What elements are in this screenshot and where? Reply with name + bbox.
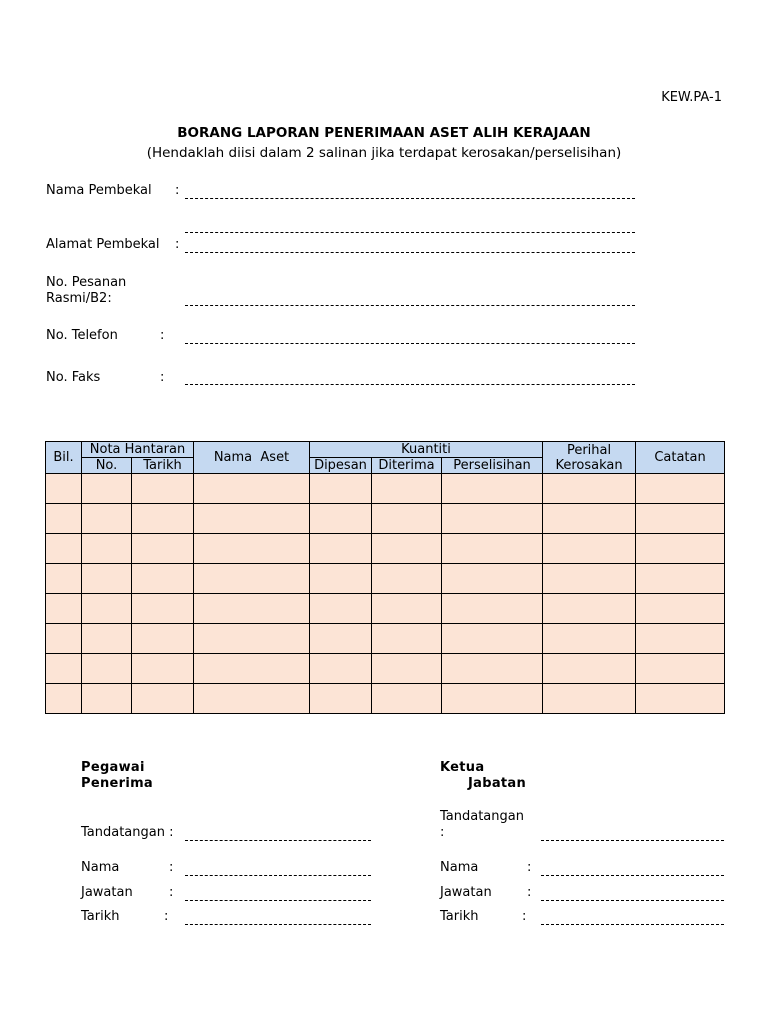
nama-pembekal-label: Nama Pembekal	[46, 183, 152, 198]
pegawai-penerima-heading	[81, 760, 153, 792]
table-cell[interactable]	[442, 684, 543, 714]
table-cell[interactable]	[132, 564, 194, 594]
left-nama-line[interactable]	[185, 875, 371, 876]
right-tarikh-label: Tarikh	[440, 909, 479, 924]
no-faks-line[interactable]	[185, 384, 635, 385]
table-cell[interactable]	[46, 684, 82, 714]
table-cell[interactable]	[82, 654, 132, 684]
table-cell[interactable]	[636, 564, 725, 594]
table-cell[interactable]	[543, 534, 636, 564]
table-cell[interactable]	[132, 504, 194, 534]
table-cell[interactable]	[194, 594, 310, 624]
table-row	[46, 624, 725, 654]
nama-pembekal-line-2[interactable]	[185, 232, 635, 233]
table-cell[interactable]	[442, 504, 543, 534]
table-cell[interactable]	[442, 564, 543, 594]
table-cell[interactable]	[372, 474, 442, 504]
table-cell[interactable]	[132, 624, 194, 654]
table-cell[interactable]	[194, 504, 310, 534]
table-cell[interactable]	[442, 654, 543, 684]
left-jawatan-line[interactable]	[185, 900, 371, 901]
ketua-heading-line-2: Jabatan	[468, 776, 527, 791]
ketua-heading-line-1: Ketua	[440, 760, 485, 775]
table-cell[interactable]	[543, 474, 636, 504]
no-telefon-label: No. Telefon	[46, 328, 118, 343]
header-perihal-line-2: Kerosakan	[555, 457, 623, 473]
right-nama-label: Nama	[440, 860, 479, 875]
header-kuantiti: Kuantiti	[310, 442, 543, 458]
right-jawatan-line[interactable]	[541, 900, 724, 901]
table-cell[interactable]	[442, 474, 543, 504]
no-faks-colon: :	[160, 370, 165, 385]
table-cell[interactable]	[82, 504, 132, 534]
right-jawatan-label: Jawatan	[440, 885, 492, 900]
right-tandatangan-label: Tandatangan	[440, 809, 524, 824]
form-title: BORANG LAPORAN PENERIMAAN ASET ALIH KERAJAAN	[177, 125, 591, 141]
table-cell[interactable]	[636, 684, 725, 714]
table-cell[interactable]	[82, 594, 132, 624]
table-cell[interactable]	[372, 504, 442, 534]
table-cell[interactable]	[82, 564, 132, 594]
table-cell[interactable]	[194, 534, 310, 564]
no-telefon-colon: :	[160, 328, 165, 343]
header-no: No.	[82, 458, 132, 474]
table-cell[interactable]	[310, 594, 372, 624]
table-row	[46, 654, 725, 684]
table-cell[interactable]	[194, 474, 310, 504]
table-cell[interactable]	[636, 654, 725, 684]
table-cell[interactable]	[543, 624, 636, 654]
table-cell[interactable]	[543, 564, 636, 594]
table-cell[interactable]	[194, 624, 310, 654]
left-nama-label: Nama	[81, 860, 120, 875]
table-cell[interactable]	[46, 534, 82, 564]
table-cell[interactable]	[46, 474, 82, 504]
right-tandatangan-colon: :	[440, 825, 445, 840]
left-tarikh-colon: :	[164, 909, 169, 924]
right-jawatan-colon: :	[527, 885, 532, 900]
asset-table	[45, 441, 725, 714]
table-cell[interactable]	[310, 654, 372, 684]
table-cell[interactable]	[82, 624, 132, 654]
right-tarikh-colon: :	[522, 909, 527, 924]
right-tarikh-line[interactable]	[541, 924, 724, 925]
form-code: KEW.PA-1	[661, 90, 722, 105]
table-cell[interactable]	[442, 624, 543, 654]
no-pesanan-line[interactable]	[185, 305, 635, 306]
ketua-jabatan-heading	[440, 760, 526, 792]
table-cell[interactable]	[194, 684, 310, 714]
header-dipesan: Dipesan	[310, 458, 372, 474]
table-cell[interactable]	[636, 504, 725, 534]
left-tandatangan-line[interactable]	[185, 840, 371, 841]
table-row	[46, 534, 725, 564]
table-row	[46, 564, 725, 594]
header-perihal-line-1: Perihal	[566, 442, 612, 458]
table-cell[interactable]	[82, 534, 132, 564]
pegawai-heading-line-2: Penerima	[81, 776, 154, 791]
header-catatan: Catatan	[636, 442, 725, 474]
table-cell[interactable]	[132, 474, 194, 504]
nama-pembekal-line[interactable]	[185, 198, 635, 199]
table-cell[interactable]	[132, 534, 194, 564]
no-telefon-line[interactable]	[185, 343, 635, 344]
table-cell[interactable]	[442, 594, 543, 624]
table-cell[interactable]	[194, 654, 310, 684]
header-tarikh: Tarikh	[132, 458, 194, 474]
table-cell[interactable]	[46, 654, 82, 684]
table-cell[interactable]	[310, 564, 372, 594]
no-pesanan-label-2: Rasmi/B2:	[46, 291, 112, 306]
no-pesanan-label-1: No. Pesanan	[46, 275, 127, 290]
left-tandatangan-label: Tandatangan :	[81, 825, 174, 840]
table-row	[46, 504, 725, 534]
left-nama-colon: :	[169, 860, 174, 875]
left-tarikh-label: Tarikh	[81, 909, 120, 924]
table-cell[interactable]	[543, 504, 636, 534]
table-cell[interactable]	[372, 624, 442, 654]
table-row	[46, 594, 725, 624]
table-cell[interactable]	[310, 534, 372, 564]
header-perihal-kerosakan	[543, 442, 636, 474]
table-cell[interactable]	[132, 594, 194, 624]
header-nama-aset: Nama Aset	[194, 442, 310, 474]
alamat-pembekal-label: Alamat Pembekal	[46, 237, 160, 252]
alamat-pembekal-colon: :	[175, 237, 180, 252]
table-cell[interactable]	[543, 594, 636, 624]
table-cell[interactable]	[636, 474, 725, 504]
table-cell[interactable]	[310, 474, 372, 504]
table-cell[interactable]	[636, 534, 725, 564]
right-nama-line[interactable]	[541, 875, 724, 876]
left-tarikh-line[interactable]	[185, 924, 371, 925]
table-row	[46, 684, 725, 714]
nama-pembekal-colon: :	[175, 183, 180, 198]
table-cell[interactable]	[310, 624, 372, 654]
right-nama-colon: :	[527, 860, 532, 875]
alamat-pembekal-line[interactable]	[185, 252, 635, 253]
table-cell[interactable]	[46, 624, 82, 654]
table-cell[interactable]	[46, 564, 82, 594]
header-perselisihan: Perselisihan	[442, 458, 543, 474]
table-cell[interactable]	[132, 684, 194, 714]
table-row	[46, 474, 725, 504]
table-cell[interactable]	[46, 594, 82, 624]
header-nota-hantaran: Nota Hantaran	[82, 442, 194, 458]
table-cell[interactable]	[194, 564, 310, 594]
table-cell[interactable]	[636, 594, 725, 624]
table-cell[interactable]	[46, 504, 82, 534]
table-cell[interactable]	[82, 684, 132, 714]
table-cell[interactable]	[372, 534, 442, 564]
table-cell[interactable]	[132, 654, 194, 684]
form-subtitle: (Hendaklah diisi dalam 2 salinan jika terdapat kerosakan/perselisihan)	[146, 145, 622, 161]
right-tandatangan-line[interactable]	[541, 840, 724, 841]
table-body	[46, 474, 725, 714]
no-faks-label: No. Faks	[46, 370, 101, 385]
table-cell[interactable]	[310, 504, 372, 534]
table-cell[interactable]	[543, 684, 636, 714]
table-cell[interactable]	[82, 474, 132, 504]
table-cell[interactable]	[636, 624, 725, 654]
header-bil: Bil.	[46, 442, 82, 474]
pegawai-heading-line-1: Pegawai	[81, 760, 145, 775]
left-jawatan-colon: :	[169, 885, 174, 900]
table-cell[interactable]	[442, 534, 543, 564]
table-cell[interactable]	[543, 654, 636, 684]
left-jawatan-label: Jawatan	[81, 885, 133, 900]
table-cell[interactable]	[310, 684, 372, 714]
header-diterima: Diterima	[372, 458, 442, 474]
table-cell[interactable]	[372, 594, 442, 624]
table-cell[interactable]	[372, 564, 442, 594]
table-cell[interactable]	[372, 684, 442, 714]
table-cell[interactable]	[372, 654, 442, 684]
